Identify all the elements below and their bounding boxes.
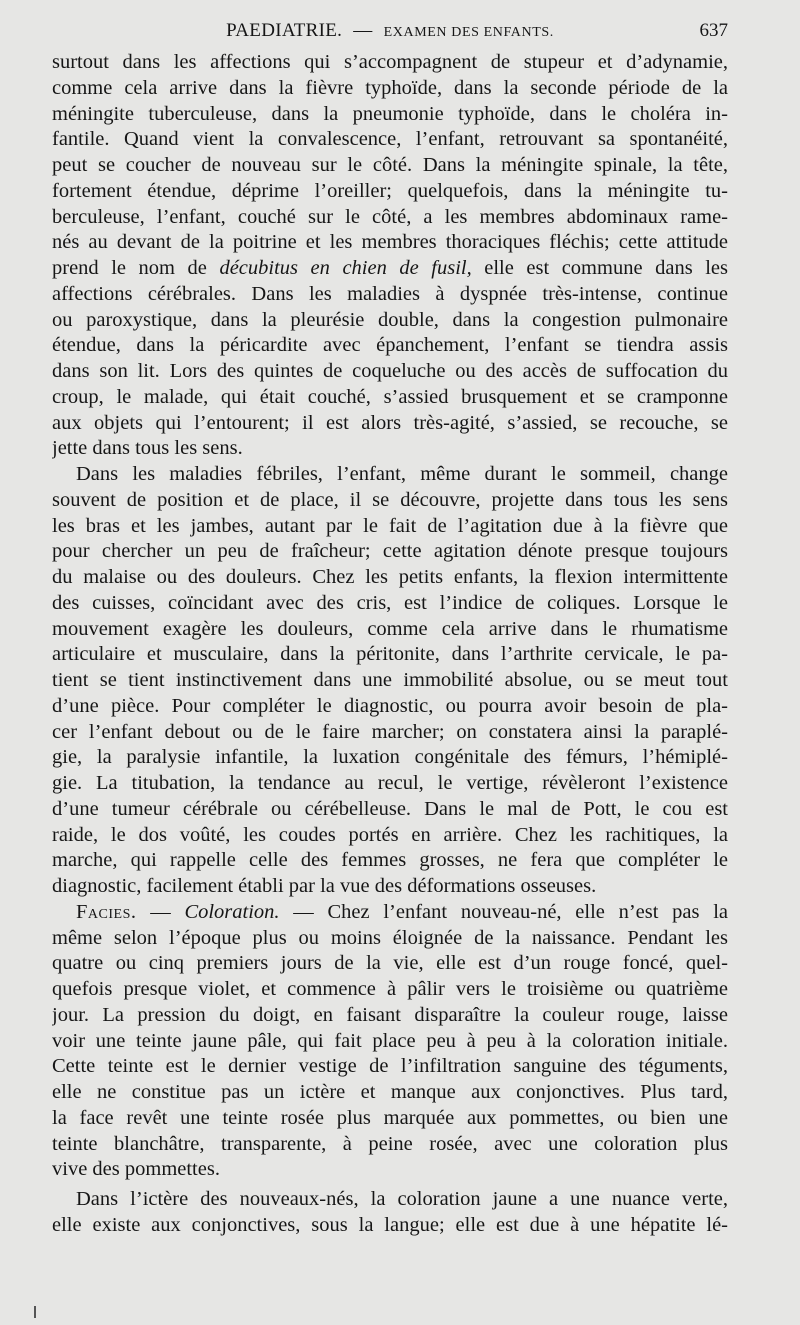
section-heading-facies: Facies. (76, 900, 137, 923)
title-separator: — (353, 20, 373, 41)
italic-term: décubitus en chien de fusil, (219, 257, 472, 279)
text-line: affections cérébrales. Dans les maladies à dyspnée très-intense, continue (52, 282, 728, 305)
text-line: peut se coucher de nouveau sur le côté. Dans la méningite spinale, la tête, (52, 154, 728, 176)
text-line: même selon l’époque plus ou moins éloignée de la naissance. Pendant les (52, 926, 728, 949)
text-line: nés au devant de la poitrine et les membres thoraciques fléchis; cette attitude (52, 231, 728, 254)
page-number: 637 (699, 20, 728, 41)
text-line: les bras et les jambes, autant par le fait de l’agitation due à la fièvre que (52, 514, 728, 537)
text-line: quatre ou cinq premiers jours de la vie, elle est d’un rouge foncé, quel- (52, 952, 728, 975)
text-line: du malaise ou des douleurs. Chez les petits enfants, la flexion intermittente (52, 566, 728, 588)
text-line: jour. La pression du doigt, en faisant disparaître la couleur rouge, laisse (52, 1003, 728, 1026)
text-line: d’une pièce. Pour compléter le diagnostic, ou pourra avoir besoin de pla- (52, 694, 728, 717)
text-line: Dans les maladies fébriles, l’enfant, même durant le sommeil, change (76, 463, 728, 485)
text-run: — (136, 900, 185, 923)
section-subtitle: EXAMEN DES ENFANTS. (383, 25, 554, 40)
body-text (52, 50, 728, 1239)
text-line: étendue, dans la péricardite avec épanchement, l’enfant se tiendra assis (52, 334, 728, 357)
paragraph-2 (52, 462, 728, 900)
text-line: des cuisses, coïncidant avec des cris, est l’indice de coliques. Lorsque le (52, 591, 728, 614)
text-line: gie. La titubation, la tendance au recul, le vertige, révèleront l’existence (52, 772, 728, 794)
text-line: comme cela arrive dans la fièvre typhoïde, dans la seconde période de la (52, 76, 728, 99)
running-title (52, 18, 728, 46)
text-line: teinte blanchâtre, transparente, à peine rosée, avec une coloration plus (52, 1132, 728, 1155)
text-line: quefois presque violet, et commence à pâlir vers le troisième ou quatrième (52, 978, 728, 1000)
text-line: mouvement exagère les douleurs, comme cela arrive dans le rhumatisme (52, 617, 728, 640)
text-line: surtout dans les affections qui s’accompagnent de stupeur et d’adynamie, (52, 51, 728, 73)
text-line-with-heading (52, 900, 728, 926)
text-line: gie, la paralysie infantile, la luxation congénitale des fémurs, l’hémiplé- (52, 746, 728, 769)
paragraph-3 (52, 900, 728, 1183)
subheading-coloration: Coloration. (184, 900, 280, 923)
paragraph-4 (52, 1187, 728, 1239)
text-line: elle ne constitue pas un ictère et manque aux conjonctives. Plus tard, (52, 1081, 728, 1103)
text-line: raide, le dos voûté, les coudes portés en arrière. Chez les rachitiques, la (52, 823, 728, 846)
text-run: elle est commune dans les (471, 257, 728, 279)
text-run: — Chez l’enfant nouveau-né, elle n’est pas la (279, 900, 728, 923)
section-title: PAEDIATRIE. (226, 20, 343, 41)
text-line: aux objets qui l’entourent; il est alors très-agité, s’assied, se recouche, se (52, 411, 728, 434)
text-line: berculeuse, l’enfant, couché sur le côté, a les membres abdominaux rame- (52, 205, 728, 228)
text-line: croup, le malade, qui était couché, s’assied brusquement et se cramponne (52, 385, 728, 408)
text-line: articulaire et musculaire, dans la péritonite, dans l’arthrite cervicale, le pa- (52, 643, 728, 666)
text-line: voir une teinte jaune pâle, qui fait place peu à peu à la coloration initiale. (52, 1029, 728, 1052)
text-line: marche, qui rappelle celle des femmes grosses, ne fera que compléter le (52, 849, 728, 872)
text-line: diagnostic, facilement établi par la vue des déformations osseuses. (52, 875, 597, 897)
running-header (52, 18, 728, 44)
text-line-with-italic (52, 256, 728, 282)
text-line: pour chercher un peu de fraîcheur; cette agitation dénote presque toujours (52, 540, 728, 563)
text-line: cer l’enfant debout ou de le faire marcher; on constatera ainsi la paraplé- (52, 720, 728, 743)
text-line: fantile. Quand vient la convalescence, l’enfant, retrouvant sa spontanéité, (52, 128, 728, 151)
paragraph-1 (52, 50, 728, 462)
text-line: jette dans tous les sens. (52, 437, 243, 460)
text-line: ou paroxystique, dans la pleurésie double, dans la congestion pulmonaire (52, 308, 728, 331)
text-line: d’une tumeur cérébrale ou cérébelleuse. Dans le mal de Pott, le cou est (52, 797, 728, 820)
text-run: prend le nom de (52, 257, 220, 279)
text-line: tient se tient instinctivement dans une immobilité absolue, ou se meut tout (52, 669, 728, 691)
text-line: la face revêt une teinte rosée plus marquée aux pommettes, ou bien une (52, 1106, 728, 1129)
text-line: souvent de position et de place, il se découvre, projette dans tous les sens (52, 488, 728, 511)
text-line: elle existe aux conjonctives, sous la langue; elle est due à une hépatite lé- (52, 1213, 728, 1236)
text-line: fortement étendue, déprime l’oreiller; quelquefois, dans la méningite tu- (52, 179, 728, 202)
text-line: vive des pommettes. (52, 1158, 220, 1181)
text-line: Cette teinte est le dernier vestige de l’infiltration sanguine des téguments, (52, 1055, 728, 1078)
text-line: dans son lit. Lors des quintes de coqueluche ou des accès de suffocation du (52, 360, 728, 382)
text-line: méningite tuberculeuse, dans la pneumonie typhoïde, dans le choléra in- (52, 102, 728, 125)
margin-mark (34, 1306, 36, 1318)
text-line: Dans l’ictère des nouveaux-nés, la coloration jaune a une nuance verte, (76, 1188, 728, 1210)
